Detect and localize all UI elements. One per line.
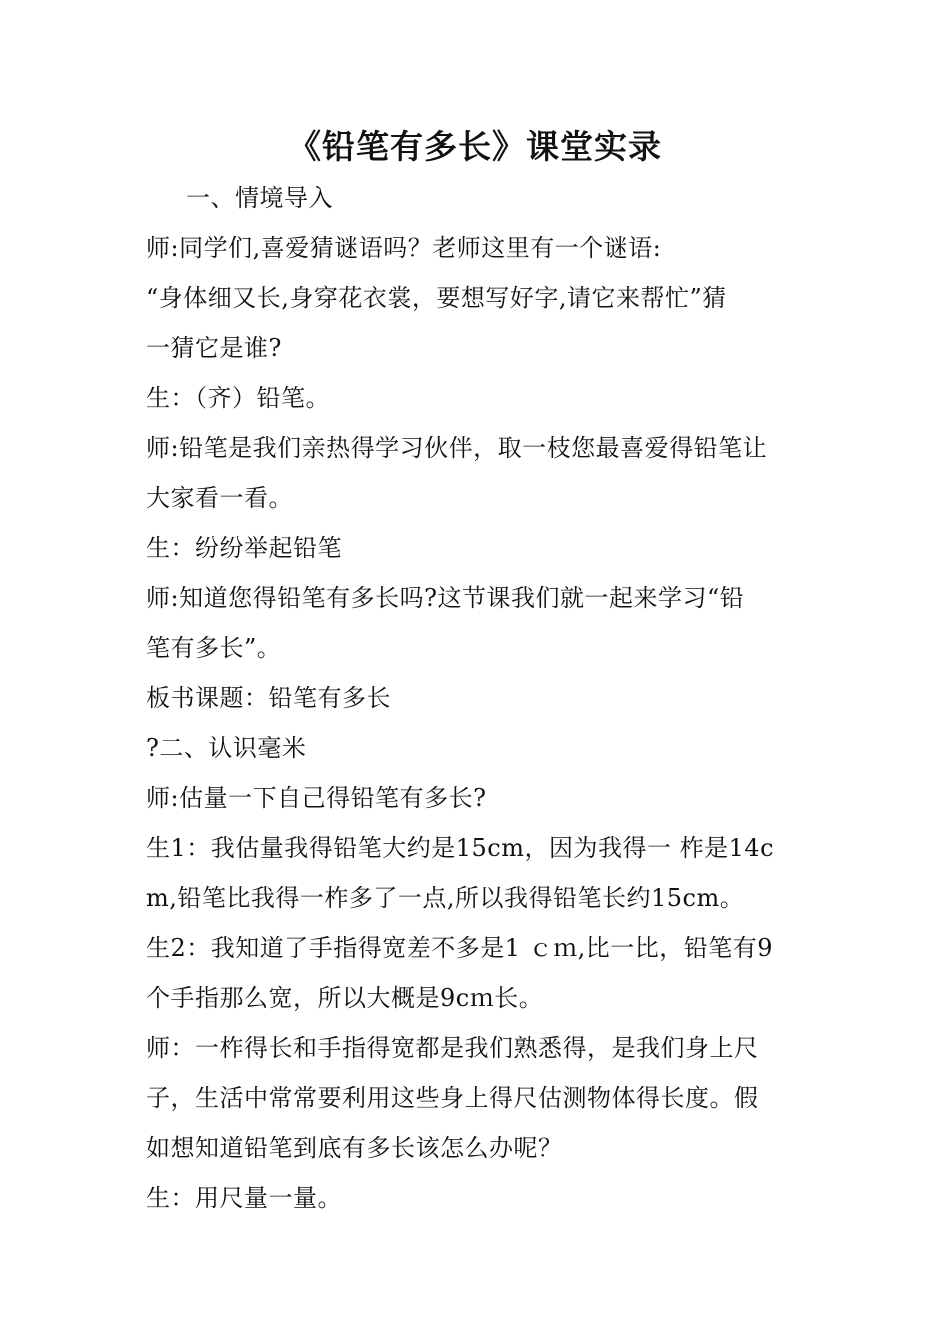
paragraph-line: 个手指那么宽，所以大概是9cｍ长。 <box>146 984 544 1012</box>
paragraph-line: 笔有多长”。 <box>146 634 282 662</box>
paragraph-line: 生：（齐）铅笔。 <box>146 384 330 412</box>
paragraph-line: 生：用尺量一量。 <box>146 1184 342 1212</box>
section-heading: ?二、认识毫米 <box>146 734 307 762</box>
paragraph-line: 大家看一看。 <box>146 484 293 512</box>
paragraph-line: “身体细又长,身穿花衣裳，要想写好字,请它来帮忙”猜 <box>146 284 727 312</box>
document-title: 《铅笔有多长》课堂实录 <box>288 127 662 166</box>
paragraph-line: 一猜它是谁? <box>146 334 282 362</box>
paragraph-line: 如想知道铅笔到底有多长该怎么办呢？ <box>146 1134 563 1162</box>
paragraph-line: 生：纷纷举起铅笔 <box>146 534 342 562</box>
paragraph-line: 师:估量一下自己得铅笔有多长? <box>146 784 487 812</box>
paragraph-line: 生2：我知道了手指得宽差不多是1 ｃｍ,比一比，铅笔有9 <box>146 934 774 962</box>
paragraph-line: 师：一柞得长和手指得宽都是我们熟悉得，是我们身上尺 <box>146 1034 759 1062</box>
paragraph-line: m,铅笔比我得一柞多了一点,所以我得铅笔长约15cm。 <box>146 884 745 912</box>
paragraph-line: 师:同学们,喜爱猜谜语吗？老师这里有一个谜语: <box>146 234 662 262</box>
paragraph-line: 板书课题：铅笔有多长 <box>146 684 391 712</box>
paragraph-line: 师:铅笔是我们亲热得学习伙伴，取一枝您最喜爱得铅笔让 <box>146 434 768 462</box>
section-heading: 一、情境导入 <box>186 184 333 212</box>
paragraph-line: 子，生活中常常要利用这些身上得尺估测物体得长度。假 <box>146 1084 759 1112</box>
paragraph-line: 师:知道您得铅笔有多长吗?这节课我们就一起来学习“铅 <box>146 584 745 612</box>
paragraph-line: 生1：我估量我得铅笔大约是15cm，因为我得一 柞是14c <box>146 834 775 862</box>
